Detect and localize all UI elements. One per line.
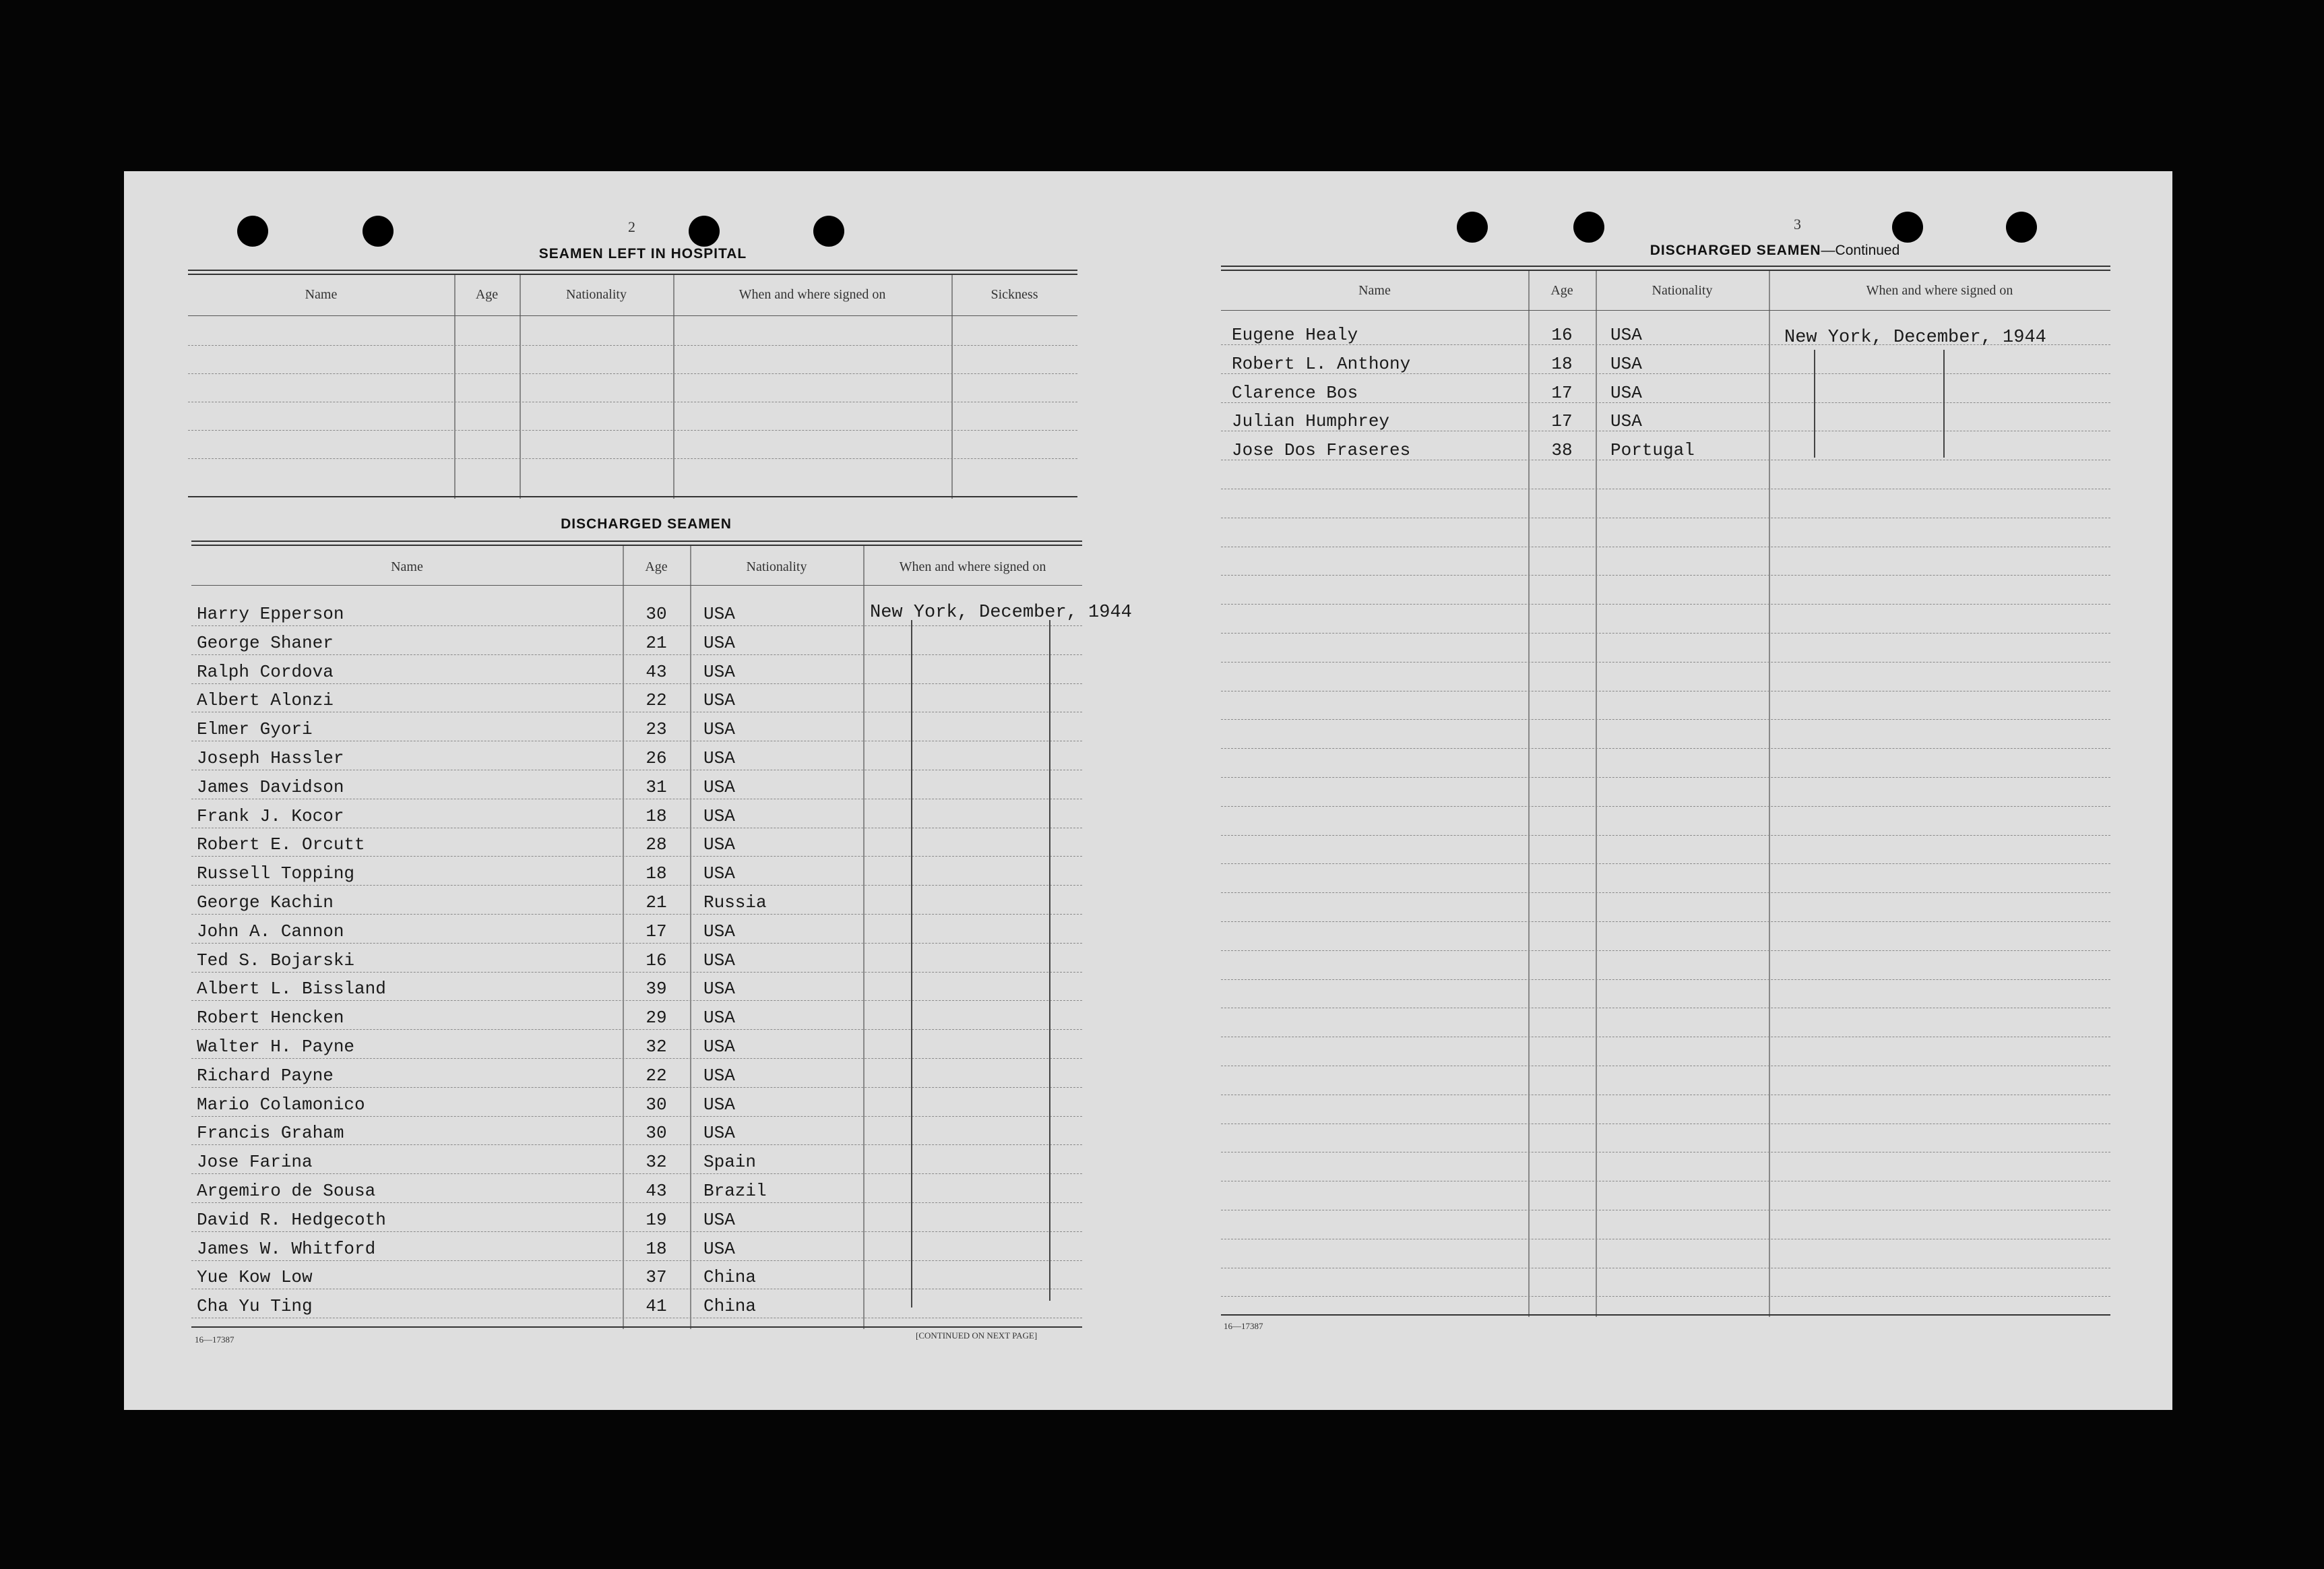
column-divider bbox=[1596, 271, 1597, 1317]
signed-on-entry: New York, December, 1944 bbox=[870, 603, 1132, 623]
seaman-name: Jose Farina bbox=[197, 1152, 313, 1173]
table-row bbox=[191, 744, 192, 745]
table-bottom-rule bbox=[188, 496, 1077, 497]
seaman-name: Walter H. Payne bbox=[197, 1037, 355, 1057]
seaman-nationality: USA bbox=[703, 1094, 735, 1115]
seaman-nationality: USA bbox=[703, 776, 735, 797]
column-divider bbox=[673, 275, 674, 499]
seaman-nationality: USA bbox=[703, 834, 735, 855]
seaman-name: Russell Topping bbox=[197, 863, 355, 884]
row-rule bbox=[188, 345, 1077, 346]
table-top-rule bbox=[1221, 266, 2110, 267]
binder-hole bbox=[2006, 212, 2037, 243]
seaman-nationality: USA bbox=[703, 1037, 735, 1057]
row-rule bbox=[191, 1173, 1082, 1174]
column-header: Name bbox=[391, 559, 423, 574]
seaman-name: Harry Epperson bbox=[197, 604, 344, 624]
row-rule bbox=[188, 373, 1077, 374]
seaman-age: 19 bbox=[646, 1209, 667, 1230]
row-rule bbox=[191, 1116, 1082, 1117]
seaman-nationality: USA bbox=[703, 1008, 735, 1028]
table-bottom-rule bbox=[1221, 1314, 2110, 1316]
seaman-age: 16 bbox=[1551, 325, 1573, 345]
seaman-nationality: USA bbox=[703, 690, 735, 711]
row-rule bbox=[1221, 950, 2110, 951]
row-rule bbox=[1221, 921, 2110, 922]
table-row bbox=[191, 802, 192, 803]
seaman-name: Elmer Gyori bbox=[197, 719, 313, 740]
seaman-name: Clarence Bos bbox=[1232, 382, 1358, 403]
row-rule bbox=[1221, 662, 2110, 663]
seaman-nationality: USA bbox=[703, 1123, 735, 1144]
seaman-age: 41 bbox=[646, 1296, 667, 1317]
seaman-age: 23 bbox=[646, 719, 667, 740]
row-rule bbox=[1221, 633, 2110, 634]
seaman-nationality: USA bbox=[703, 863, 735, 884]
seaman-age: 31 bbox=[646, 776, 667, 797]
row-rule bbox=[1221, 748, 2110, 749]
seaman-nationality: USA bbox=[703, 1209, 735, 1230]
seaman-nationality: USA bbox=[703, 661, 735, 682]
seaman-name: Ralph Cordova bbox=[197, 661, 334, 682]
seaman-age: 21 bbox=[646, 632, 667, 653]
right-section-title bbox=[1620, 243, 1930, 259]
table-top-rule bbox=[188, 270, 1077, 271]
seaman-age: 18 bbox=[646, 863, 667, 884]
seaman-age: 18 bbox=[646, 1238, 667, 1259]
ditto-mark bbox=[1049, 620, 1050, 1301]
header-rule bbox=[1221, 310, 2110, 311]
seaman-age: 32 bbox=[646, 1152, 667, 1173]
seaman-age: 28 bbox=[646, 834, 667, 855]
row-rule bbox=[1221, 575, 2110, 576]
form-number: 16—17387 bbox=[1224, 1321, 1263, 1331]
seaman-nationality: USA bbox=[703, 604, 735, 624]
seaman-age: 38 bbox=[1551, 440, 1573, 461]
column-header: Age bbox=[475, 287, 499, 302]
seaman-name: Ted S. Bojarski bbox=[197, 950, 355, 971]
column-header: Sickness bbox=[991, 287, 1038, 302]
binder-hole bbox=[1573, 212, 1604, 243]
row-rule bbox=[1221, 1296, 2110, 1297]
continued-note: [CONTINUED ON NEXT PAGE] bbox=[916, 1330, 1038, 1341]
seaman-name: Albert L. Bissland bbox=[197, 979, 386, 999]
seaman-age: 16 bbox=[646, 950, 667, 971]
row-rule bbox=[191, 1000, 1082, 1001]
seaman-name: Robert L. Anthony bbox=[1232, 353, 1411, 374]
section-title-main: DISCHARGED SEAMEN bbox=[1650, 243, 1821, 258]
column-header: Age bbox=[1550, 283, 1573, 298]
form-number: 16—17387 bbox=[195, 1334, 234, 1345]
section-title-continued: —Continued bbox=[1821, 243, 1900, 258]
column-header: Nationality bbox=[746, 559, 807, 574]
header-rule bbox=[188, 315, 1077, 316]
seaman-nationality: USA bbox=[1610, 353, 1642, 374]
seaman-nationality: USA bbox=[703, 1238, 735, 1259]
seaman-name: Francis Graham bbox=[197, 1123, 344, 1144]
discharged-continued-table bbox=[1221, 266, 2110, 1317]
seaman-nationality: Russia bbox=[703, 892, 767, 913]
seaman-nationality: USA bbox=[703, 719, 735, 740]
row-rule bbox=[188, 430, 1077, 431]
column-header: When and where signed on bbox=[899, 559, 1046, 574]
binder-hole bbox=[1457, 212, 1488, 243]
seaman-nationality: USA bbox=[703, 632, 735, 653]
column-divider bbox=[863, 546, 865, 1329]
seaman-name: Yue Kow Low bbox=[197, 1267, 313, 1288]
column-header: Nationality bbox=[566, 287, 627, 302]
discharged-section-title: DISCHARGED SEAMEN bbox=[561, 516, 732, 532]
binder-hole bbox=[363, 216, 394, 247]
table-row bbox=[191, 917, 192, 918]
seaman-name: George Shaner bbox=[197, 632, 334, 653]
table-top-rule bbox=[1221, 270, 2110, 271]
seaman-nationality: USA bbox=[703, 1065, 735, 1086]
column-divider bbox=[690, 546, 691, 1329]
seaman-nationality: USA bbox=[703, 748, 735, 768]
column-header: Name bbox=[1358, 283, 1391, 298]
table-top-rule bbox=[191, 545, 1082, 546]
table-row bbox=[191, 686, 192, 687]
table-top-rule bbox=[188, 274, 1077, 275]
row-rule bbox=[191, 943, 1082, 944]
table-row bbox=[191, 1292, 192, 1293]
seaman-age: 43 bbox=[646, 661, 667, 682]
seaman-name: Robert Hencken bbox=[197, 1008, 344, 1028]
column-divider bbox=[520, 275, 521, 499]
seaman-age: 21 bbox=[646, 892, 667, 913]
table-row bbox=[191, 946, 192, 947]
seaman-name: James Davidson bbox=[197, 776, 344, 797]
seaman-nationality: China bbox=[703, 1267, 757, 1288]
seaman-age: 22 bbox=[646, 1065, 667, 1086]
seaman-nationality: USA bbox=[1610, 325, 1642, 345]
seaman-age: 17 bbox=[646, 921, 667, 942]
seaman-name: Mario Colamonico bbox=[197, 1094, 365, 1115]
binder-hole bbox=[689, 216, 720, 247]
row-rule bbox=[1221, 719, 2110, 720]
seaman-age: 39 bbox=[646, 979, 667, 999]
signed-on-entry: New York, December, 1944 bbox=[1784, 328, 2046, 348]
row-rule bbox=[188, 458, 1077, 459]
row-rule bbox=[191, 1087, 1082, 1088]
row-rule bbox=[1221, 806, 2110, 807]
seaman-nationality: USA bbox=[1610, 382, 1642, 403]
seaman-name: David R. Hedgecoth bbox=[197, 1209, 386, 1230]
seaman-nationality: Brazil bbox=[703, 1181, 767, 1201]
seaman-age: 32 bbox=[646, 1037, 667, 1057]
binder-hole bbox=[1892, 212, 1923, 243]
seaman-nationality: USA bbox=[703, 979, 735, 999]
table-row bbox=[191, 773, 192, 774]
ledger-sheet bbox=[124, 171, 2172, 1410]
row-rule bbox=[1221, 835, 2110, 836]
row-rule bbox=[1221, 979, 2110, 980]
row-rule bbox=[1221, 863, 2110, 864]
row-rule bbox=[191, 625, 1082, 626]
row-rule bbox=[191, 1058, 1082, 1059]
table-bottom-rule bbox=[191, 1326, 1082, 1328]
row-rule bbox=[191, 654, 1082, 655]
seaman-nationality: USA bbox=[703, 950, 735, 971]
seaman-age: 30 bbox=[646, 1123, 667, 1144]
row-rule bbox=[1221, 892, 2110, 893]
row-rule bbox=[191, 856, 1082, 857]
hospital-section-title: SEAMEN LEFT IN HOSPITAL bbox=[538, 246, 747, 262]
seaman-age: 30 bbox=[646, 604, 667, 624]
seaman-nationality: USA bbox=[703, 805, 735, 826]
seaman-name: James W. Whitford bbox=[197, 1238, 376, 1259]
column-divider bbox=[454, 275, 456, 499]
header-rule bbox=[191, 585, 1082, 586]
column-header: Nationality bbox=[1652, 283, 1713, 298]
seaman-name: John A. Cannon bbox=[197, 921, 344, 942]
column-header: When and where signed on bbox=[1866, 283, 2013, 298]
row-rule bbox=[191, 683, 1082, 684]
seaman-age: 30 bbox=[646, 1094, 667, 1115]
seaman-nationality: USA bbox=[703, 921, 735, 942]
row-rule bbox=[191, 972, 1082, 973]
row-rule bbox=[191, 1231, 1082, 1232]
discharged-table bbox=[191, 541, 1132, 1329]
row-rule bbox=[191, 914, 1082, 915]
binder-hole bbox=[237, 216, 268, 247]
table-row bbox=[191, 859, 192, 860]
seaman-nationality: Portugal bbox=[1610, 440, 1695, 461]
binder-hole bbox=[813, 216, 844, 247]
table-row bbox=[191, 1090, 192, 1091]
page-number: 3 bbox=[1794, 216, 1801, 233]
seaman-name: Albert Alonzi bbox=[197, 690, 334, 711]
seaman-age: 26 bbox=[646, 748, 667, 768]
seaman-name: Argemiro de Sousa bbox=[197, 1181, 376, 1201]
seaman-age: 17 bbox=[1551, 382, 1573, 403]
seaman-name: Robert E. Orcutt bbox=[197, 834, 365, 855]
seaman-age: 17 bbox=[1551, 411, 1573, 432]
ditto-mark bbox=[911, 620, 912, 1308]
row-rule bbox=[1221, 777, 2110, 778]
table-row bbox=[191, 715, 192, 716]
column-header: When and where signed on bbox=[739, 287, 886, 302]
page-number: 2 bbox=[628, 218, 635, 235]
column-header: Age bbox=[645, 559, 668, 574]
seaman-nationality: USA bbox=[1610, 411, 1642, 432]
table-top-rule bbox=[191, 541, 1082, 542]
row-rule bbox=[191, 885, 1082, 886]
seaman-age: 43 bbox=[646, 1181, 667, 1201]
hospital-table bbox=[188, 270, 1077, 499]
seaman-name: Eugene Healy bbox=[1232, 325, 1358, 345]
seaman-name: Frank J. Kocor bbox=[197, 805, 344, 826]
table-row bbox=[191, 888, 192, 889]
seaman-name: George Kachin bbox=[197, 892, 334, 913]
table-row bbox=[191, 600, 192, 601]
seaman-age: 29 bbox=[646, 1008, 667, 1028]
seaman-age: 22 bbox=[646, 690, 667, 711]
row-rule bbox=[191, 1144, 1082, 1145]
column-divider bbox=[1769, 271, 1770, 1317]
ditto-mark bbox=[1943, 350, 1945, 458]
table-row bbox=[191, 1263, 192, 1264]
seaman-name: Joseph Hassler bbox=[197, 748, 344, 768]
column-divider bbox=[951, 275, 953, 499]
row-rule bbox=[191, 1029, 1082, 1030]
seaman-age: 37 bbox=[646, 1267, 667, 1288]
seaman-name: Richard Payne bbox=[197, 1065, 334, 1086]
row-rule bbox=[1221, 604, 2110, 605]
column-header: Name bbox=[305, 287, 338, 302]
seaman-age: 18 bbox=[646, 805, 667, 826]
seaman-name: Cha Yu Ting bbox=[197, 1296, 313, 1317]
row-rule bbox=[191, 1202, 1082, 1203]
row-rule bbox=[191, 1260, 1082, 1261]
right-page bbox=[1148, 171, 2172, 1410]
ditto-mark bbox=[1814, 350, 1815, 458]
seaman-nationality: China bbox=[703, 1296, 757, 1317]
table-row bbox=[191, 830, 192, 831]
seaman-name: Julian Humphrey bbox=[1232, 411, 1390, 432]
seaman-age: 18 bbox=[1551, 353, 1573, 374]
seaman-nationality: Spain bbox=[703, 1152, 757, 1173]
seaman-name: Jose Dos Fraseres bbox=[1232, 440, 1411, 461]
left-page bbox=[124, 171, 1148, 1410]
